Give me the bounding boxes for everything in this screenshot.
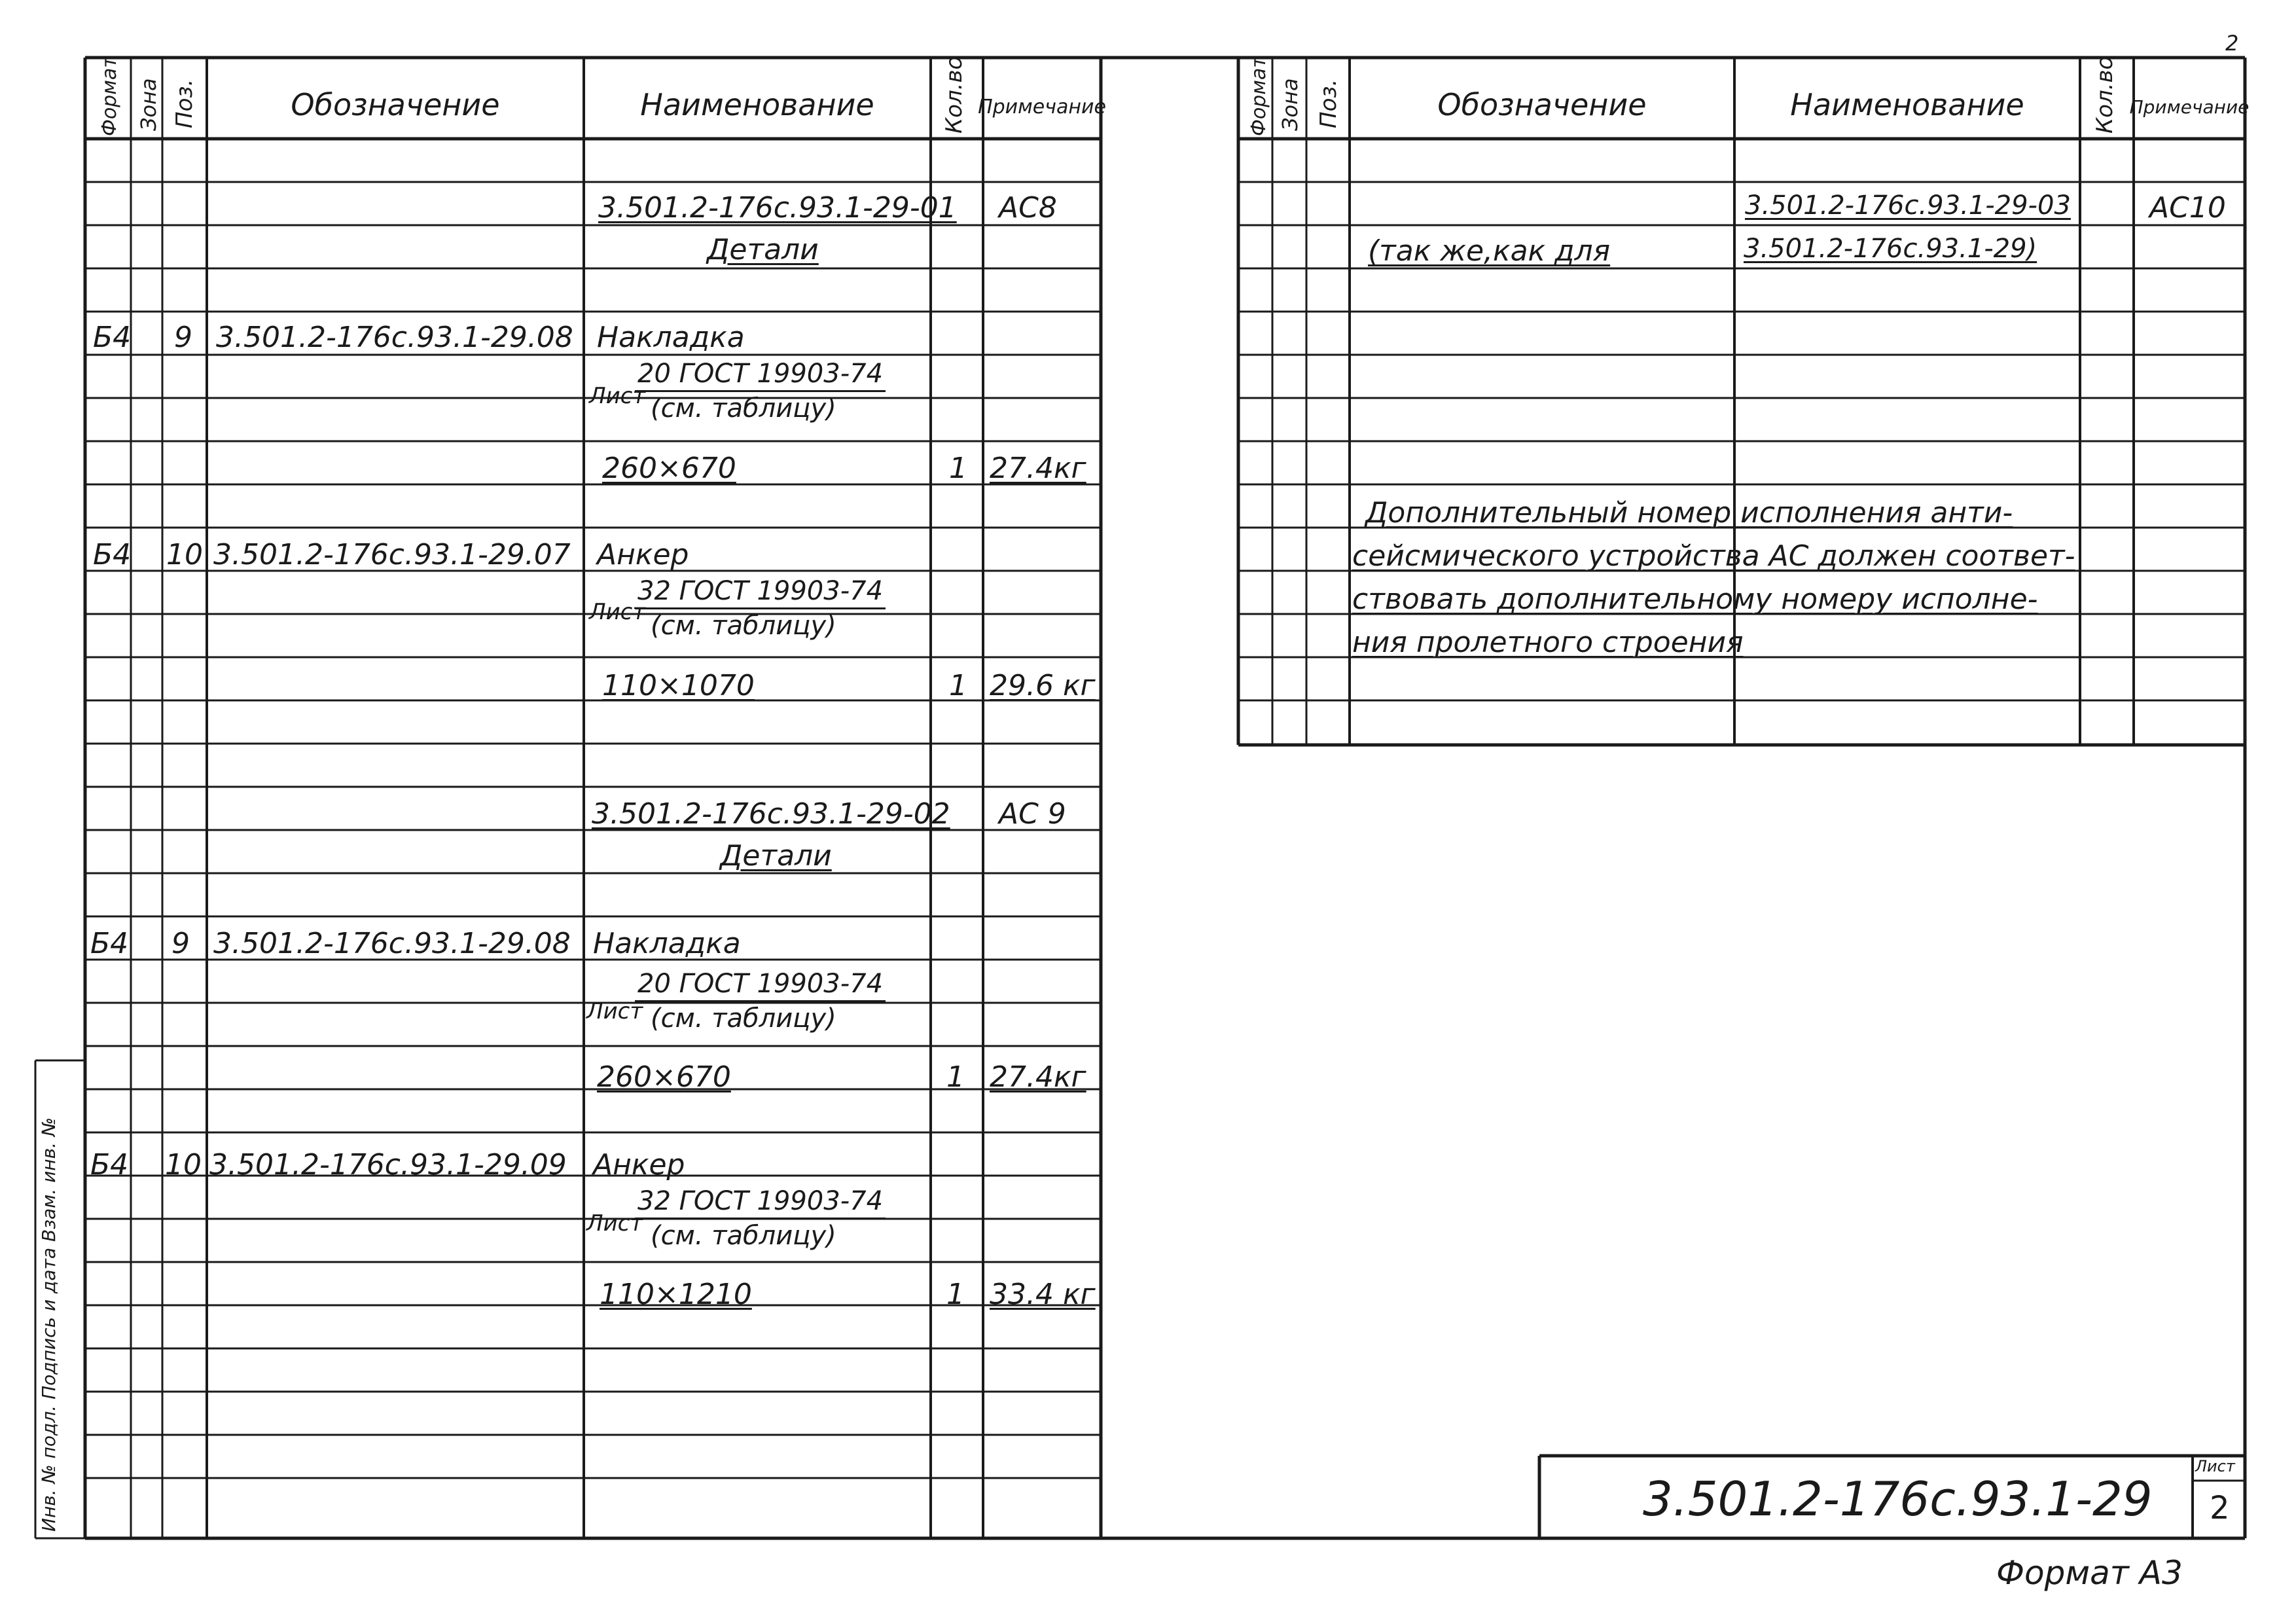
r1-spec-fraction [635, 359, 886, 424]
details-heading-2: Детали [720, 839, 832, 873]
r1-qty: 1 [949, 452, 967, 485]
header-name: Наименование [640, 87, 874, 122]
r4-format: Б4 [90, 1148, 129, 1182]
assembly-3-note: АС10 [2149, 191, 2226, 225]
right-header-format: Формат [1247, 56, 1270, 136]
r2-name: Анкер [597, 538, 689, 571]
r4-spec-den: (см. таблицу) [651, 1221, 836, 1251]
right-header-name: Наименование [1790, 87, 2024, 122]
header-zone: Зона [136, 78, 161, 131]
details-heading-1: Детали [707, 233, 819, 266]
right-header-zone: Зона [1278, 78, 1302, 131]
corner-mark: 2 [2225, 31, 2239, 56]
format-label: Формат А3 [1996, 1554, 2183, 1592]
r3-spec-den: (см. таблицу) [651, 1003, 836, 1034]
r3-spec-fraction [635, 969, 886, 1034]
r4-name: Анкер [593, 1148, 685, 1182]
assembly-2-note: АС 9 [999, 797, 1066, 831]
r4-mass: 33.4 кг [990, 1278, 1096, 1311]
r3-spec-prefix: Лист [586, 998, 643, 1024]
r4-designation: 3.501.2-176с.93.1-29.09 [209, 1148, 567, 1182]
assembly-1-name: 3.501.2-176с.93.1-29-01 [598, 191, 957, 225]
r4-size: 110×1210 [600, 1278, 752, 1311]
r2-size: 110×1070 [602, 669, 755, 702]
r3-format: Б4 [90, 927, 129, 960]
right-header-pos: Поз. [1316, 79, 1342, 128]
header-note: Примечание [978, 95, 1106, 118]
note-line-4: ния пролетного строения [1352, 626, 1744, 659]
r1-pos: 9 [174, 321, 192, 354]
r4-spec-num: 32 ГОСТ 19903-74 [635, 1186, 886, 1219]
r3-qty: 1 [946, 1060, 965, 1094]
header-designation: Обозначение [291, 87, 500, 122]
r2-spec-prefix: Лист [589, 599, 646, 625]
assembly-2-name: 3.501.2-176с.93.1-29-02 [592, 797, 950, 831]
r1-designation: 3.501.2-176с.93.1-29.08 [216, 321, 573, 354]
same-as-designation: (так же,как для [1368, 234, 1611, 268]
r2-spec-num: 32 ГОСТ 19903-74 [635, 576, 886, 609]
r3-mass: 27.4кг [990, 1060, 1086, 1094]
r3-size: 260×670 [597, 1060, 731, 1094]
r1-spec-num: 20 ГОСТ 19903-74 [635, 359, 886, 392]
assembly-1-note: АС8 [999, 191, 1057, 225]
header-format: Формат [98, 56, 121, 136]
right-header-qty: Кол.во [2092, 56, 2118, 134]
r3-name: Накладка [593, 927, 741, 960]
r1-name: Накладка [597, 321, 745, 354]
r1-spec-den: (см. таблицу) [651, 393, 836, 424]
r4-spec-fraction [635, 1186, 886, 1251]
r2-designation: 3.501.2-176с.93.1-29.07 [213, 538, 571, 571]
r1-spec-prefix: Лист [589, 383, 646, 409]
r4-pos: 10 [165, 1148, 202, 1182]
assembly-3-name: 3.501.2-176с.93.1-29-03 [1745, 190, 2071, 221]
header-pos: Поз. [171, 79, 198, 128]
r2-format: Б4 [93, 538, 132, 571]
r2-mass: 29.6 кг [990, 669, 1096, 702]
document-number: 3.501.2-176с.93.1-29 [1643, 1471, 2153, 1526]
r1-mass: 27.4кг [990, 452, 1086, 485]
r4-qty: 1 [946, 1278, 965, 1311]
r2-qty: 1 [949, 669, 967, 702]
r2-pos: 10 [166, 538, 203, 571]
r2-spec-fraction [635, 576, 886, 641]
note-line-3: ствовать дополнительному номеру исполне- [1352, 583, 2038, 616]
r4-spec-prefix: Лист [586, 1210, 643, 1236]
r2-spec-den: (см. таблицу) [651, 611, 836, 641]
side-stamp: Инв. № подл. Подпись и дата Взам. инв. № [38, 1117, 60, 1532]
r3-spec-num: 20 ГОСТ 19903-74 [635, 969, 886, 1002]
sheet-label: Лист [2195, 1457, 2235, 1475]
right-header-designation: Обозначение [1437, 87, 1647, 122]
right-header-note: Примечание [2129, 96, 2250, 118]
r1-size: 260×670 [602, 452, 736, 485]
r3-designation: 3.501.2-176с.93.1-29.08 [213, 927, 571, 960]
r1-format: Б4 [93, 321, 132, 354]
note-line-1: Дополнительный номер исполнения анти- [1365, 496, 2013, 530]
r3-pos: 9 [171, 927, 190, 960]
note-line-2: сейсмического устройства АС должен соответ- [1352, 539, 2075, 573]
sheet-number: 2 [2210, 1490, 2230, 1526]
same-as-name: 3.501.2-176с.93.1-29) [1744, 234, 2037, 264]
header-qty: Кол.во [941, 56, 967, 134]
